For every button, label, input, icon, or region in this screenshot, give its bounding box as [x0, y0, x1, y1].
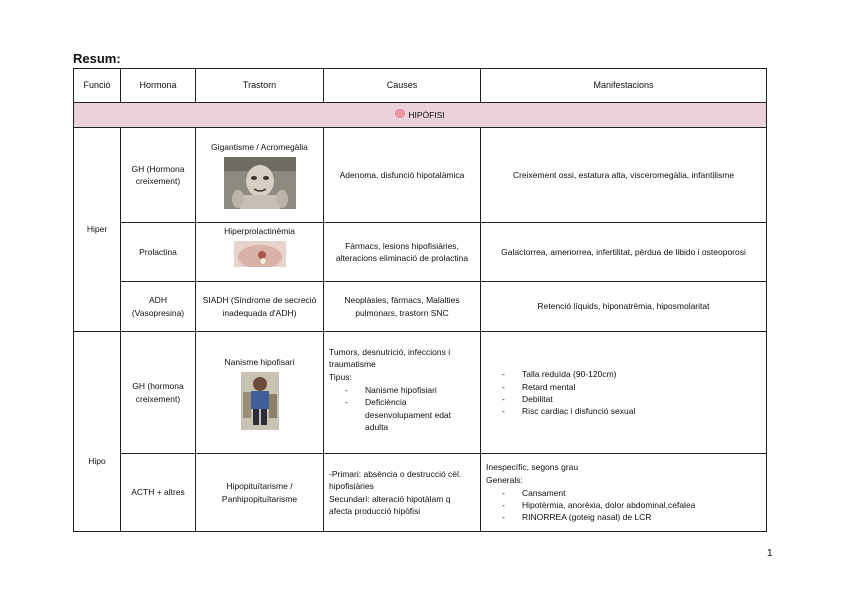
header-trastorn: Trastorn: [196, 69, 324, 103]
trastorn-cell: Hipopituïtarisme / Panhipopituïtarisme: [196, 454, 324, 532]
funcio-hiper: Hiper: [74, 128, 121, 332]
trastorn-cell: [196, 223, 324, 282]
header-row: [74, 69, 767, 103]
list-item: - Talla reduïda (90-120cm): [502, 368, 761, 380]
brain-icon: [395, 109, 405, 121]
table-row: [74, 223, 767, 282]
dwarfism-photo: [241, 372, 279, 430]
list-item: - Nanisme hipofisiari: [345, 384, 475, 396]
table-row: [74, 128, 767, 223]
trastorn-cell: [196, 332, 324, 454]
manifestacions-list: [486, 368, 761, 417]
table-row: [74, 282, 767, 332]
causes-cell: [324, 454, 481, 532]
header-funcio: Funció: [74, 69, 121, 103]
hormona-cell: ADH (Vasopresina): [121, 282, 196, 332]
trastorn-label: Nanisme hipofisari: [224, 357, 295, 367]
causes-list: [329, 384, 475, 433]
section-label-cell: [74, 103, 767, 128]
manifestacions-cell: Creixement ossi, estatura alta, visceromegàlia, infantilisme: [481, 128, 767, 223]
manif-intro: Inespecífic, segons grau: [486, 462, 579, 473]
list-item: - Deficiència desenvolupament edat adulta: [345, 396, 475, 433]
acromegaly-photo: [224, 157, 296, 209]
section-label: HIPÒFISI: [408, 109, 445, 120]
list-item: - Debilitat: [502, 393, 761, 405]
causes-cell: Adenoma, disfunció hipotalàmica: [324, 128, 481, 223]
causes-cell: Fàrmacs, lesions hipofisiàries, alteracions eliminació de prolactina: [324, 223, 481, 282]
table-row: [74, 454, 767, 532]
causes-cell: Neoplàsies, fàrmacs, Malalties pulmonars, trastorn SNC: [324, 282, 481, 332]
hormona-cell: GH (Hormona creixement): [121, 128, 196, 223]
section-row-hipofisi: [74, 103, 767, 128]
manifestacions-cell: Galactorrea, amenorrea, infertilitat, pèrdua de libido i osteoporosi: [481, 223, 767, 282]
list-item: - Risc cardiac i disfunció sexual: [502, 405, 761, 417]
manifestacions-cell: Retenció líquids, hiponatrèmia, hiposmolaritat: [481, 282, 767, 332]
hormona-cell: Prolactina: [121, 223, 196, 282]
funcio-hipo-label: Hipo: [88, 456, 106, 467]
header-hormona: Hormona: [121, 69, 196, 103]
hormona-cell: ACTH + altres: [121, 454, 196, 532]
list-item: - Cansament: [502, 487, 761, 499]
causes-cell: [324, 332, 481, 454]
page-number: 1: [767, 548, 773, 559]
trastorn-cell: SIADH (Síndrome de secreció inadequada d'ADH): [196, 282, 324, 332]
causes-primari: -Primari: absència o destrucció cèl. hipofisiàries: [329, 468, 462, 492]
causes-tipus: Tipus:: [329, 371, 352, 382]
header-manifestacions: Manifestacions: [481, 69, 767, 103]
manifestacions-list: [486, 487, 761, 524]
manifestacions-cell: [481, 454, 767, 532]
list-item: - Hipotèrmia, anorèxia, dolor abdominal,cefalea: [502, 499, 761, 511]
causes-intro: Tumors, desnutrició, infeccions i traumatisme: [329, 347, 451, 370]
trastorn-label: Hiperprolactinèmia: [224, 226, 295, 236]
list-item: - Retard mental: [502, 381, 761, 393]
table-row: [74, 332, 767, 454]
list-item: - RINORREA (goteig nasal) de LCR: [502, 511, 761, 523]
hormona-cell: GH (hormona creixement): [121, 332, 196, 454]
causes-secundari: Secundari: alteració hipotàlam q afecta producció hipòfisi: [329, 493, 451, 516]
trastorn-label: Gigantisme / Acromegàlia: [211, 141, 308, 152]
page-title: Resum:: [73, 51, 121, 66]
header-causes: Causes: [324, 69, 481, 103]
trastorn-cell: [196, 128, 324, 223]
funcio-hipo: [74, 332, 121, 532]
manifestacions-cell: [481, 332, 767, 454]
galactorrhea-photo: [234, 241, 286, 267]
summary-table: [73, 68, 767, 532]
manif-generals: Generals:: [486, 474, 523, 485]
